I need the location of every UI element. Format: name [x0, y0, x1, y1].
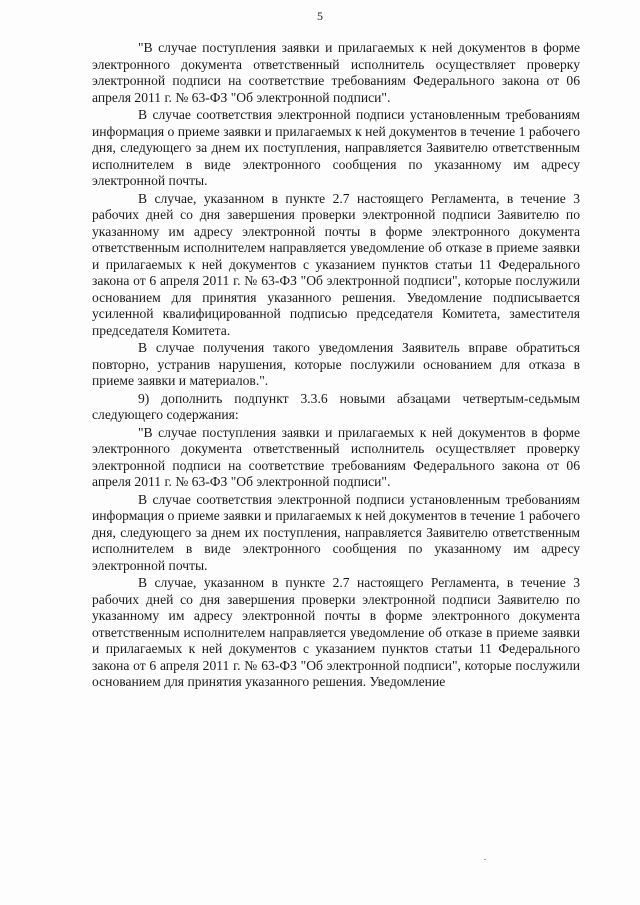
paragraph-1: "В случае поступления заявки и прилагаемых к ней документов в форме электронного документа ответственный исполнитель осуществляет проверку электронной подписи на соответствие требованиям Федерального закона от 06 апреля 2011 г. № 63-ФЗ "Об электронной подписи".: [92, 40, 580, 105]
paragraph-5-amendment-item-9: 9) дополнить подпункт 3.3.6 новыми абзацами четвертым-седьмым следующего содержания:: [92, 390, 580, 422]
paragraph-7: В случае соответствия электронной подписи установленным требованиям информация о приеме заявки и прилагаемых к ней документов в течение 1 рабочего дня, следующего за днем их поступления, направляется Заявителю ответственным исполнителем в виде электронного сообщения по указанному им адресу электронной почты.: [92, 491, 580, 573]
paragraph-2: В случае соответствия электронной подписи установленным требованиям информация о приеме заявки и прилагаемых к ней документов в течение 1 рабочего дня, следующего за днем их поступления, направляется Заявителю ответственным исполнителем в виде электронного сообщения по указанному им адресу электронной почты.: [92, 107, 580, 188]
paragraph-4: В случае получения такого уведомления Заявитель вправе обратиться повторно, устранив нарушения, которые послужили основанием для отказа в приеме заявки и материалов.".: [92, 340, 580, 388]
page-number: 5: [317, 9, 323, 23]
paragraph-3: В случае, указанном в пункте 2.7 настоящего Регламента, в течение 3 рабочих дней со дня завершения проверки электронной подписи Заявителю по указанному им адресу электронной почты в форме электронного документа ответственным исполнителем направляется уведомление об отказе в приеме заявки и прилагаемых к ней документов с указанием пунктов статьи 11 Федерального закона от 6 апреля 2011 г. № 63-ФЗ "Об электронной подписи", которые послужили основанием для принятия указанного решения. Уведомление подписывается усиленной квалифицированной подписью председателя Комитета, заместителя председателя Комитета.: [92, 190, 580, 338]
scan-speck: [484, 859, 486, 860]
paragraph-6: "В случае поступления заявки и прилагаемых к ней документов в форме электронного документа ответственный исполнитель осуществляет проверку электронной подписи на соответствие требованиям Федерального закона от 06 апреля 2011 г. № 63-ФЗ "Об электронной подписи".: [92, 424, 580, 489]
document-body: [92, 40, 580, 691]
paragraph-8: В случае, указанном в пункте 2.7 настоящего Регламента, в течение 3 рабочих дней со дня завершения проверки электронной подписи Заявителю по указанному им адресу электронной почты в форме электронного документа ответственным исполнителем направляется уведомление об отказе в приеме заявки и прилагаемых к ней документов с указанием пунктов статьи 11 Федерального закона от 6 апреля 2011 г. № 63-ФЗ "Об электронной подписи", которые послужили основанием для принятия указанного решения. Уведомление: [92, 575, 580, 689]
